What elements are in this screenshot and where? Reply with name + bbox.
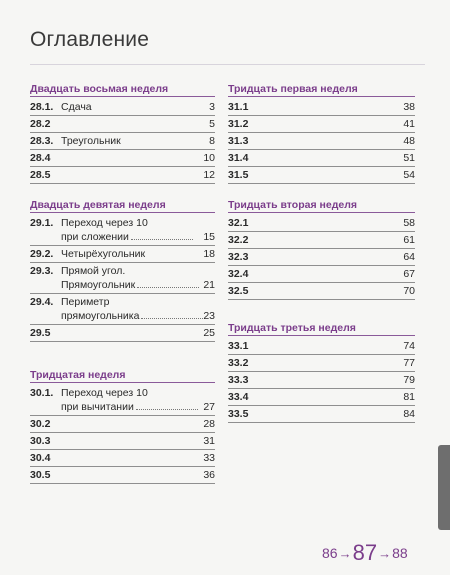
entry-number: 28.5 <box>30 169 51 181</box>
toc-entry[interactable] <box>228 249 415 266</box>
entry-title-line: Периметр <box>61 296 110 308</box>
toc-section <box>30 198 215 342</box>
entry-number: 29.3. <box>30 265 54 277</box>
dot-leader <box>141 318 203 319</box>
toc-entry-list <box>228 99 415 184</box>
entry-number: 28.4 <box>30 152 51 164</box>
arrow-right-icon: → <box>338 546 352 561</box>
toc-section <box>228 198 415 300</box>
entry-number: 32.3 <box>228 251 249 263</box>
section-heading: Двадцать девятая неделя <box>30 198 215 212</box>
entry-page-number: 5 <box>209 118 215 130</box>
prev-page-number[interactable]: 86 <box>322 545 338 561</box>
page-title: Оглавление <box>30 28 150 51</box>
toc-entry[interactable] <box>228 232 415 249</box>
entry-page-number: 3 <box>209 101 215 113</box>
entry-number: 31.2 <box>228 118 249 130</box>
toc-entry[interactable] <box>30 133 215 150</box>
entry-page-number: 33 <box>203 452 215 464</box>
entry-page-number: 18 <box>203 248 215 260</box>
chapter-tab-marker <box>438 445 450 530</box>
entry-page-number: 84 <box>403 408 415 420</box>
entry-page-number: 23 <box>203 310 215 322</box>
entry-title <box>61 264 199 292</box>
toc-entry[interactable] <box>30 467 215 484</box>
toc-entry[interactable] <box>228 389 415 406</box>
entry-title <box>61 386 198 414</box>
section-heading: Тридцать третья неделя <box>228 321 415 335</box>
entry-page-number: 48 <box>403 135 415 147</box>
entry-number: 30.5 <box>30 469 51 481</box>
toc-entry[interactable] <box>228 372 415 389</box>
entry-page-number: 10 <box>203 152 215 164</box>
toc-entry[interactable] <box>228 150 415 167</box>
toc-entry[interactable] <box>30 167 215 184</box>
entry-page-number: 64 <box>403 251 415 263</box>
entry-title-line: при сложении <box>61 231 129 243</box>
entry-number: 32.4 <box>228 268 249 280</box>
entry-title-line: Сдача <box>61 101 92 113</box>
toc-section <box>228 82 415 184</box>
toc-entry-list <box>228 338 415 423</box>
entry-page-number: 61 <box>403 234 415 246</box>
entry-page-number: 15 <box>203 231 215 243</box>
toc-entry[interactable] <box>228 406 415 423</box>
entry-title <box>61 246 145 262</box>
section-heading: Тридцатая неделя <box>30 368 215 382</box>
section-heading: Тридцать вторая неделя <box>228 198 415 212</box>
entry-number: 32.5 <box>228 285 249 297</box>
toc-section <box>30 82 215 184</box>
entry-title-line: Прямой угол. <box>61 265 126 277</box>
entry-title-line: при вычитании <box>61 401 134 413</box>
toc-entry[interactable] <box>30 450 215 467</box>
entry-title-line: Четырёхугольник <box>61 248 146 260</box>
entry-number: 29.5 <box>30 327 51 339</box>
dot-leader <box>137 287 199 288</box>
entry-number: 29.2. <box>30 248 54 260</box>
entry-page-number: 25 <box>203 327 215 339</box>
entry-number: 33.5 <box>228 408 249 420</box>
section-heading: Тридцать первая неделя <box>228 82 415 96</box>
entry-page-number: 31 <box>203 435 215 447</box>
entry-page-number: 81 <box>403 391 415 403</box>
entry-number: 32.1 <box>228 217 249 229</box>
next-page-number[interactable]: 88 <box>392 545 408 561</box>
entry-page-number: 77 <box>403 357 415 369</box>
entry-page-number: 36 <box>203 469 215 481</box>
toc-entry-list <box>30 215 215 342</box>
entry-page-number: 8 <box>209 135 215 147</box>
entry-title <box>61 133 121 149</box>
entry-number: 31.1 <box>228 101 249 113</box>
entry-page-number: 54 <box>403 169 415 181</box>
entry-page-number: 79 <box>403 374 415 386</box>
entry-title <box>61 216 193 244</box>
entry-page-number: 38 <box>403 101 415 113</box>
toc-section <box>228 321 415 423</box>
toc-entry[interactable] <box>30 215 215 246</box>
toc-entry[interactable] <box>30 246 215 263</box>
entry-number: 30.2 <box>30 418 51 430</box>
toc-entry[interactable] <box>228 215 415 232</box>
toc-entry[interactable] <box>30 116 215 133</box>
toc-entry[interactable] <box>228 338 415 355</box>
entry-number: 33.4 <box>228 391 249 403</box>
entry-number: 28.1. <box>30 101 54 113</box>
section-heading: Двадцать восьмая неделя <box>30 82 215 96</box>
entry-number: 33.2 <box>228 357 249 369</box>
entry-number: 29.1. <box>30 217 54 229</box>
entry-page-number: 58 <box>403 217 415 229</box>
entry-page-number: 74 <box>403 340 415 352</box>
current-page-number: 87 <box>352 540 378 565</box>
entry-number: 29.4. <box>30 296 54 308</box>
toc-entry[interactable] <box>30 150 215 167</box>
entry-number: 30.3 <box>30 435 51 447</box>
toc-entry[interactable] <box>228 167 415 184</box>
toc-entry-list <box>30 385 215 484</box>
dot-leader <box>131 239 193 240</box>
entry-page-number: 67 <box>403 268 415 280</box>
toc-entry[interactable] <box>30 263 215 294</box>
entry-title-line: Треугольник <box>61 135 121 147</box>
entry-page-number: 70 <box>403 285 415 297</box>
entry-title-line: прямоугольника <box>61 310 140 322</box>
toc-entry[interactable] <box>30 385 215 416</box>
toc-entry[interactable] <box>228 283 415 300</box>
arrow-right-icon: → <box>378 546 392 561</box>
entry-page-number: 21 <box>203 279 215 291</box>
entry-page-number: 51 <box>403 152 415 164</box>
entry-number: 28.3. <box>30 135 54 147</box>
entry-title-line: Переход через 10 <box>61 387 148 399</box>
toc-section <box>30 368 215 484</box>
toc-entry[interactable] <box>228 266 415 283</box>
entry-number: 33.3 <box>228 374 249 386</box>
toc-entry-list <box>30 99 215 184</box>
toc-entry-list <box>228 215 415 300</box>
entry-number: 33.1 <box>228 340 249 352</box>
title-divider <box>30 64 425 65</box>
entry-number: 31.3 <box>228 135 249 147</box>
entry-number: 31.4 <box>228 152 249 164</box>
entry-page-number: 28 <box>203 418 215 430</box>
toc-entry[interactable] <box>30 325 215 342</box>
toc-entry[interactable] <box>30 433 215 450</box>
entry-page-number: 12 <box>203 169 215 181</box>
toc-entry[interactable] <box>228 133 415 150</box>
entry-number: 28.2 <box>30 118 51 130</box>
entry-page-number: 41 <box>403 118 415 130</box>
toc-entry[interactable] <box>228 99 415 116</box>
toc-entry[interactable] <box>30 416 215 433</box>
toc-entry[interactable] <box>30 99 215 116</box>
entry-title-line: Прямоугольник <box>61 279 136 291</box>
entry-title <box>61 295 203 323</box>
entry-page-number: 27 <box>203 401 215 413</box>
entry-title-line: Переход через 10 <box>61 217 148 229</box>
toc-entry[interactable] <box>228 355 415 372</box>
entry-title <box>61 99 92 115</box>
entry-number: 31.5 <box>228 169 249 181</box>
dot-leader <box>136 409 198 410</box>
entry-number: 30.1. <box>30 387 54 399</box>
entry-number: 32.2 <box>228 234 249 246</box>
toc-entry[interactable] <box>30 294 215 325</box>
toc-entry[interactable] <box>228 116 415 133</box>
entry-number: 30.4 <box>30 452 51 464</box>
page-navigation <box>322 540 408 566</box>
